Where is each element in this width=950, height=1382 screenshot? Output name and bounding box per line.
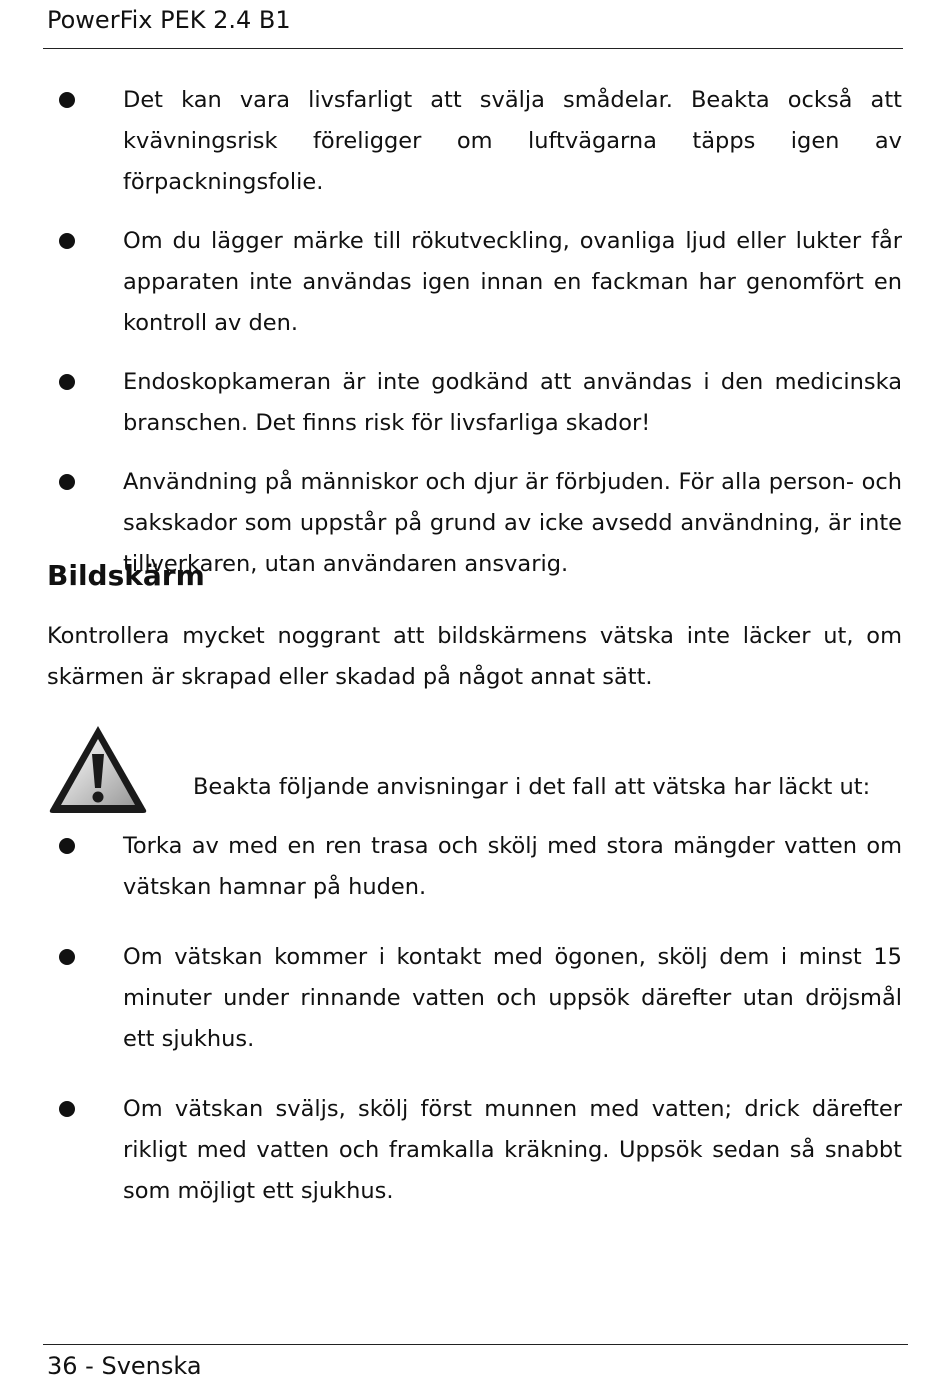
bullet-icon bbox=[59, 838, 75, 854]
section-paragraph: Kontrollera mycket noggrant att bildskärmens vätska inte läcker ut, om skärmen är skrapad eller skadad på något annat sätt. bbox=[47, 623, 902, 690]
bullet-text: Torka av med en ren trasa och skölj med stora mängder vatten om vätskan hamnar på huden. bbox=[123, 833, 902, 900]
bullet-text: Om du lägger märke till rökutveckling, ovanliga ljud eller lukter får apparaten inte användas igen innan en fackman har genomfört en kontroll av den. bbox=[123, 228, 902, 336]
bullet-icon bbox=[59, 374, 75, 390]
bullet-icon bbox=[59, 474, 75, 490]
bullet-text: Användning på människor och djur är förbjuden. För alla person- och sakskador som uppstår på grund av icke avsedd användning, är inte tillverkaren, utan användaren ansvarig. bbox=[123, 469, 902, 577]
section-heading: Bildskärm bbox=[47, 559, 205, 592]
bullet-list-bottom bbox=[0, 826, 950, 1212]
page-header-title: PowerFix PEK 2.4 B1 bbox=[47, 6, 291, 34]
bullet-icon bbox=[59, 1101, 75, 1117]
bullet-text: Om vätskan kommer i kontakt med ögonen, skölj dem i minst 15 minuter under rinnande vatten och uppsök därefter utan dröjsmål ett sjukhus. bbox=[123, 944, 902, 1052]
bullet-text: Det kan vara livsfarligt att svälja smådelar. Beakta också att kvävningsrisk föreligger om luftvägarna täpps igen av förpackningsfolie. bbox=[123, 87, 902, 195]
bullet-icon bbox=[59, 949, 75, 965]
list-item bbox=[0, 362, 950, 444]
list-item bbox=[0, 826, 950, 908]
list-item bbox=[0, 80, 950, 203]
bullet-list-top bbox=[0, 80, 950, 585]
header-divider bbox=[43, 48, 903, 49]
warning-triangle-icon bbox=[46, 722, 150, 816]
bullet-icon bbox=[59, 233, 75, 249]
bullet-text: Om vätskan sväljs, skölj först munnen med vatten; drick därefter rikligt med vatten och framkalla kräkning. Uppsök sedan så snabbt som möjligt ett sjukhus. bbox=[123, 1096, 902, 1204]
list-item bbox=[0, 937, 950, 1060]
list-item bbox=[0, 221, 950, 344]
bullet-icon bbox=[59, 92, 75, 108]
list-item bbox=[0, 1089, 950, 1212]
footer-divider bbox=[43, 1344, 908, 1345]
bullet-text: Endoskopkameran är inte godkänd att användas i den medicinska branschen. Det finns risk för livsfarliga skador! bbox=[123, 369, 902, 436]
page-footer-label: 36 - Svenska bbox=[47, 1352, 202, 1380]
warning-text: Beakta följande anvisningar i det fall att vätska har läckt ut: bbox=[193, 774, 871, 800]
